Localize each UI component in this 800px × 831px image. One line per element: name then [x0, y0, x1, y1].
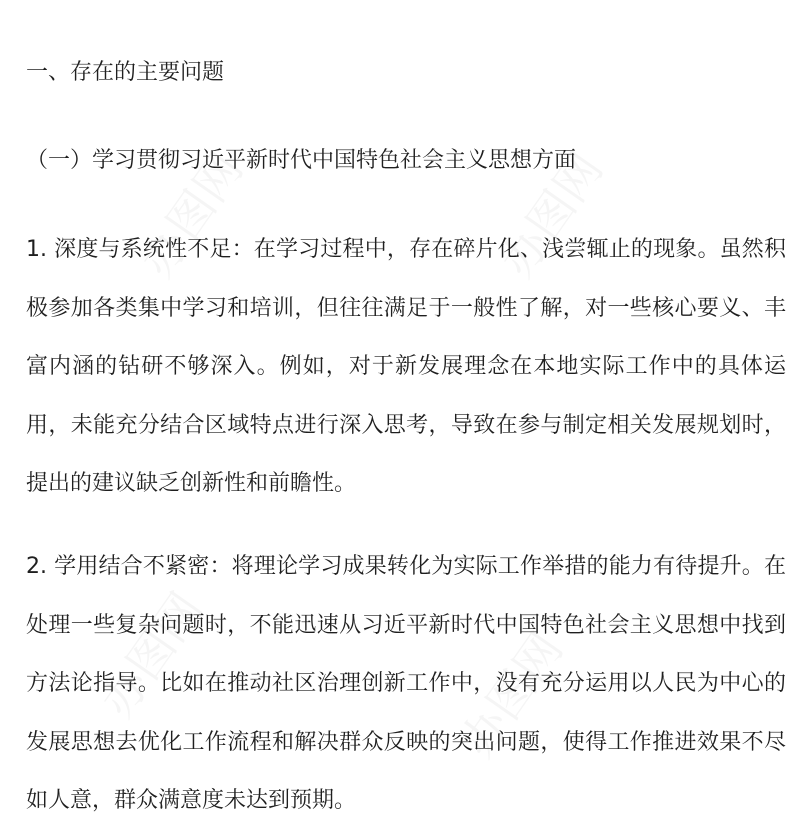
watermark: 办图网: [449, 622, 574, 767]
watermark: 办图网: [129, 142, 254, 287]
section-heading: 一、存在的主要问题: [26, 60, 225, 85]
paragraph-1: 1. 深度与系统性不足：在学习过程中，存在碎片化、浅尝辄止的现象。虽然积极参加各类集中学习和培训，但往往满足于一般性了解，对一些核心要义、丰富内涵的钻研不够深入。例如，对于新发展理念在本地实际工作中的具体运用，未能充分结合区域特点进行深入思考，导致在参与制定相关发展规划时，提出的建议缺乏创新性和前瞻性。: [26, 237, 786, 496]
subsection-heading: （一）学习贯彻习近平新时代中国特色社会主义思想方面: [26, 148, 577, 173]
paragraph-2: 2. 学用结合不紧密：将理论学习成果转化为实际工作举措的能力有待提升。在处理一些复杂问题时，不能迅速从习近平新时代中国特色社会主义思想中找到方法论指导。比如在推动社区治理创新工作中，没有充分运用以人民为中心的发展思想去优化工作流程和解决群众反映的突出问题，使得工作推进效果不尽如人意，群众满意度未达到预期。: [26, 554, 786, 813]
watermark: 办图网: [489, 142, 614, 287]
watermark: 办图网: [89, 582, 214, 727]
